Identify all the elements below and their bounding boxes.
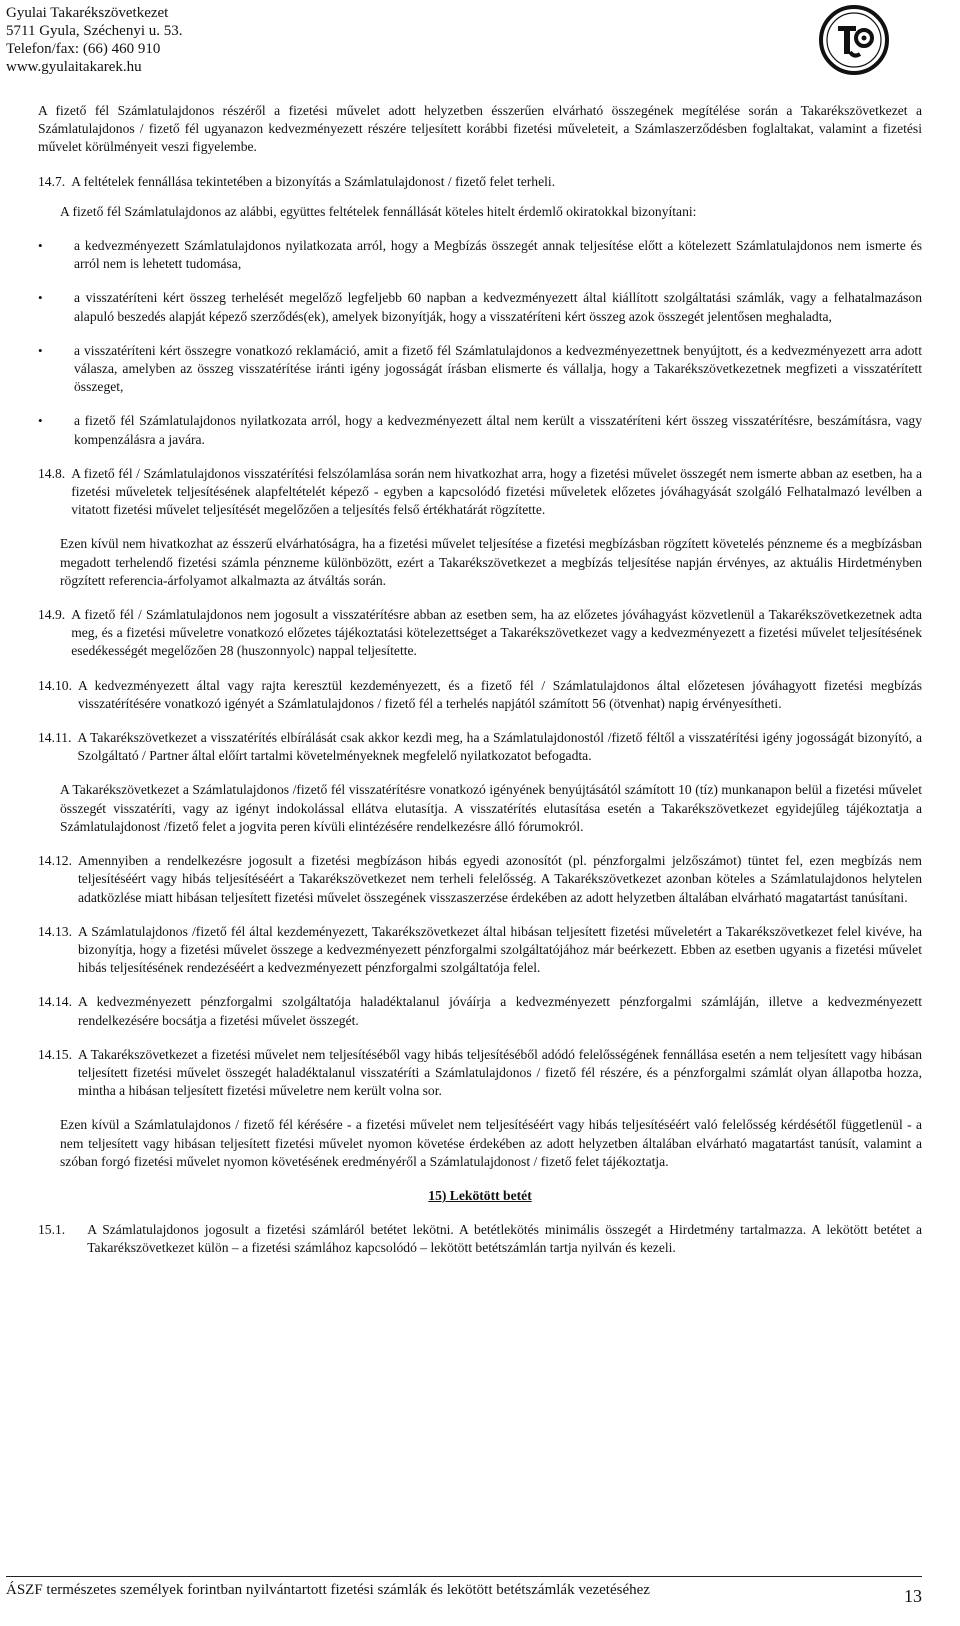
document-body [38, 102, 922, 1274]
section-number: 14.14. [38, 994, 72, 1010]
section-number: 14.15. [38, 1046, 72, 1062]
section-14-8 [38, 465, 922, 520]
section-14-12 [38, 852, 922, 907]
section-number: 14.10. [38, 677, 72, 693]
list-item: • a kedvezményezett Számlatulajdonos nyilatkozata arról, hogy a Megbízás összegét annak teljesítése előtt a kötelezett Számlatulajdonos nem ismerte és arról nem is lehetett tudomása, [38, 237, 922, 273]
section-14-9 [38, 606, 922, 661]
org-phone: Telefon/fax: (66) 460 910 [6, 41, 161, 57]
org-address: 5711 Gyula, Széchenyi u. 53. [6, 23, 183, 39]
section-text: A kedvezményezett által vagy rajta keresztül kezdeményezett, és a fizető fél / Számlatulajdonos által előzetesen jóváhagyott fizetési megbízás visszatérítésére vonatkozó igényét a Számlatulajdonos / fizető fél a terhelés napjától számított 56 (ötvenhat) napig érvényesítheti. [77, 677, 922, 711]
section-14-7-lead: A fizető fél Számlatulajdonos az alábbi, együttes feltételek fennállását köteles hitelt érdemlő okiratokkal bizonyítani: [60, 203, 697, 219]
section-number: 14.11. [38, 730, 72, 746]
header-org-block [6, 4, 183, 76]
section-14-14 [38, 993, 922, 1029]
section-number: 15.1. [38, 1222, 66, 1238]
section-text: A fizető fél / Számlatulajdonos nem jogosult a visszatérítésre abban az esetben sem, ha az előzetes jóváhagyást közvetlenül a Takarékszövetkezetnek adta meg, és a fizetési műveletre vonatkozó előzetes tájékoztatási kötelezettséget a Takarékszövetkezet vagy a kedvezményezett a fizetési művelet teljesítésének esedékességét megelőzően 28 (huszonnyolc) nappal teljesítette. [71, 607, 922, 659]
section-14-13 [38, 923, 922, 978]
intro-paragraph: A fizető fél Számlatulajdonos részéről a fizetési művelet adott helyzetben ésszerűen elvárható összegének megítélése során a Takarékszövetkezet a Számlatulajdonos / fizető fél ugyanazon kedvezményezett részére teljesített korábbi fizetési műveleteit, a Számlaszerződésben foglaltakat, valamint a fizetési művelet körülményeit veszi figyelembe. [38, 103, 922, 155]
section-15-1 [38, 1221, 922, 1257]
section-number: 14.8. [38, 465, 66, 481]
section-number: 14.9. [38, 607, 66, 623]
section-14-11-paragraph-2: A Takarékszövetkezet a Számlatulajdonos /fizető fél visszatérítésre vonatkozó igényének benyújtásától számított 10 (tíz) munkanapon belül a fizetési művelet összegét visszatéríti, vagy az igényt indokolással ellátva elutasítja. A visszatérítés elutasítása esetén a Takarékszövetkezet egyidejűleg tájékoztatja a Számlatulajdonost /fizető felet a jogvita peren kívüli elintézésére rendelkezésre álló fórumokról. [60, 782, 922, 834]
section-14-15-paragraph-2: Ezen kívül a Számlatulajdonos / fizető fél kérésére - a fizetési művelet nem teljesítéséért vagy hibás teljesítéséért való felelősség kérdésétől függetlenül - a nem teljesített vagy hibásan teljesített fizetési művelet nyomon követése érdekében az adott helyzetben általában elvárható magatartást tanúsít, valamint a szóban forgó fizetési művelet nyomon követésének eredményéről a Számlatulajdonost / fizető felet tájékoztatja. [60, 1117, 922, 1169]
footer-title: ÁSZF természetes személyek forintban nyilvántartott fizetési számlák és lekötött betétszámlák vezetéséhez [6, 1582, 650, 1598]
section-text: A Takarékszövetkezet a fizetési művelet nem teljesítéséből vagy hibás teljesítéséből adódó felelősségének fennállása esetén a nem teljesített vagy hibásan teljesített fizetési művelet összegét haladéktalanul visszatéríti a Számlatulajdonos / fizető fél részére, és a pénzforgalmi számlát olyan állapotba hozza, mintha a hibásan teljesített fizetési műveletre nem került volna sor. [77, 1046, 922, 1099]
section-text: A Takarékszövetkezet a visszatérítés elbírálását csak akkor kezdi meg, ha a Számlatulajdonostól /fizető féltől a visszatérítési igény jogosságát bizonyító, a Szolgáltató / Partner által előírt tartalmi követelményeknek megfelelő nyilatkozatot befogadta. [77, 730, 922, 764]
section-14-11 [38, 729, 922, 765]
list-item: • a fizető fél Számlatulajdonos nyilatkozata arról, hogy a kedvezményezett által nem került a visszatéríteni kért összeg visszatérítésre, beszámításra, vagy kompenzálásra a javára. [38, 412, 922, 448]
list-item: • a visszatéríteni kért összeg terhelését megelőző legfeljebb 60 napban a kedvezményezett által kiállított szolgáltatási számlák, vagy a felhatalmazáson alapuló beszedés alapját képező szerződés(ek), amelyek bizonyítják, hogy a visszatéríteni kért összeg azok összegét jelentősen meghaladta, [38, 289, 922, 325]
bullet-list [38, 237, 922, 449]
section-number: 14.12. [38, 853, 72, 869]
org-name: Gyulai Takarékszövetkezet [6, 5, 169, 21]
section-number: 14.13. [38, 923, 72, 939]
section-number: 14.7. [38, 173, 66, 189]
section-14-15 [38, 1046, 922, 1101]
section-text: A Számlatulajdonos jogosult a fizetési számláról betétet lekötni. A betétlekötés minimális összegét a Hirdetmény tartalmazza. A lekötött betétet a Takarékszövetkezet külön – a fizetési számlához kapcsolódó – lekötött betétszámlán tartja nyilván és kezeli. [87, 1222, 922, 1256]
section-14-10 [38, 677, 922, 713]
page-footer [6, 1576, 922, 1606]
section-text: A kedvezményezett pénzforgalmi szolgáltatója haladéktalanul jóváírja a kedvezményezett pénzforgalmi számláján, illetve a kedvezményezett rendelkezésére bocsátja a fizetési művelet összegét. [77, 994, 922, 1028]
list-item: • a visszatéríteni kért összegre vonatkozó reklamáció, amit a fizető fél Számlatulajdonos a kedvezményezettnek benyújtott, és a kedvezményezett arra adott válasza, amelyben az összeg visszatérítése iránti igény jogosságát írásban elismerte és vállalja, hogy a Takarékszövetkezetnek megfizeti a visszatérített összeget, [38, 342, 922, 397]
section-15-heading: 15) Lekötött betét [428, 1187, 532, 1203]
section-14-8-paragraph-2: Ezen kívül nem hivatkozhat az ésszerű elvárhatóságra, ha a fizetési művelet teljesítése a fizetési megbízásban rögzített követelés pénzneme és a megbízásban megadott terhelendő fizetési számla pénzneme különbözött, ezért a Takarékszövetkezet a megbízás teljesítése napján érvényes, az aktuális Hirdetményben rögzített referencia-árfolyamot alkalmazta az átváltás során. [60, 536, 922, 588]
page-number: 13 [904, 1586, 922, 1606]
section-text: A feltételek fennállása tekintetében a bizonyítás a Számlatulajdonost / fizető felet terheli. [71, 173, 556, 189]
section-text: A fizető fél / Számlatulajdonos visszatérítési felszólamlása során nem hivatkozhat arra, hogy a fizetési művelet összegét nem ismerte abban az esetben, ha a fizetési műveletek teljesítésének alapfeltételét képező - egyben a kapcsolódó fizetési műveletek előzetes jóváhagyását szolgáló Felhatalmazó levélben a vitatott fizetési művelet teljesítését megelőzően a teljesítés felső értékhatárát rögzítette. [71, 465, 922, 518]
section-text: Amennyiben a rendelkezésre jogosult a fizetési megbízáson hibás egyedi azonosítót (pl. pénzforgalmi jelzőszámot) tüntet fel, ezen megbízás nem teljesítéséért vagy hibás teljesítéséért a Takarékszövetkezet nem terheli felelősség. A Takarékszövetkezet azonban köteles a Számlatulajdonos helytelen adatközlése miatt hibásan teljesített fizetési művelet összegének visszaszerzése érdekében az adott helyzetben általában elvárható magatartást tanúsítani. [77, 853, 922, 905]
section-14-7 [38, 173, 922, 191]
org-website: www.gyulaitakarek.hu [6, 59, 142, 75]
tsz-logo-icon [818, 4, 890, 76]
section-text: A Számlatulajdonos /fizető fél által kezdeményezett, Takarékszövetkezet által hibásan teljesített fizetési műveletért a Takarékszövetkezet felel kivéve, ha bizonyítja, hogy a fizetési művelet összege a kedvezményezett pénzforgalmi szolgáltatójához már beérkezett. Ebben az esetben ugyanis a fizetési művelet hibás teljesítésének rendezéséért a kedvezményezett pénzforgalmi szolgáltatója felel. [77, 923, 922, 976]
